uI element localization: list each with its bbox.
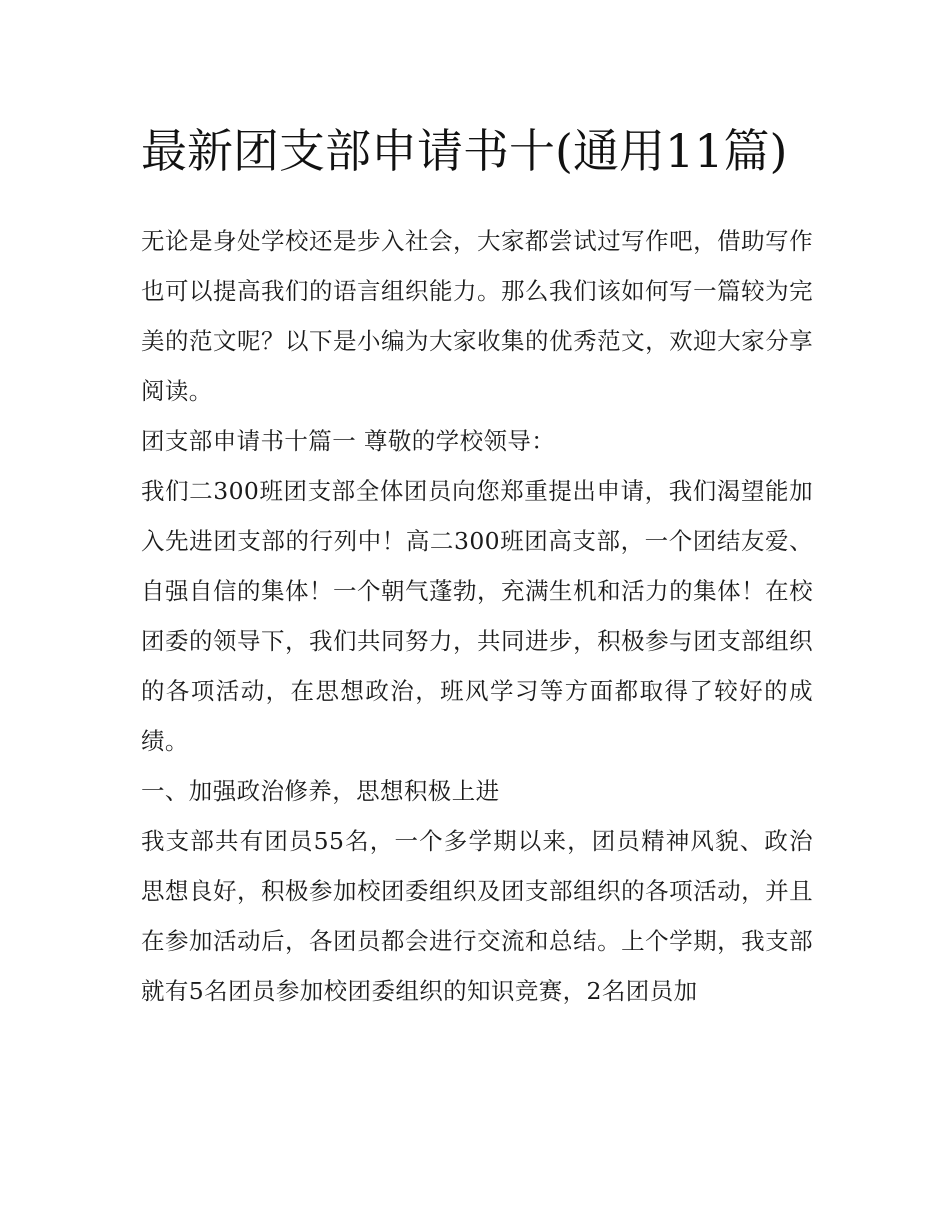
intro-paragraph: 无论是身处学校还是步入社会，大家都尝试过写作吧，借助写作也可以提高我们的语言组织能力。那么我们该如何写一篇较为完美的范文呢？以下是小编为大家收集的优秀范文，欢迎大家分享阅读。: [141, 227, 813, 405]
salutation-line: 团支部申请书十篇一 尊敬的学校领导：: [141, 427, 556, 455]
document-content: [141, 112, 813, 1016]
section-heading: 一、加强政治修养，思想积极上进: [141, 777, 500, 805]
document-body: [141, 216, 813, 1016]
document-title: 最新团支部申请书十(通用11篇): [141, 124, 788, 178]
section-paragraph: 我支部共有团员55名，一个多学期以来，团员精神风貌、政治思想良好，积极参加校团委组织及团支部组织的各项活动，并且在参加活动后，各团员都会进行交流和总结。上个学期，我支部就有5名团员参加校团委组织的知识竞赛，2名团员加: [141, 827, 813, 1005]
application-paragraph: 我们二300班团支部全体团员向您郑重提出申请，我们渴望能加入先进团支部的行列中！高二300班团高支部，一个团结友爱、自强自信的集体！一个朝气蓬勃，充满生机和活力的集体！在校团委的领导下，我们共同努力，共同进步，积极参与团支部组织的各项活动，在思想政治，班风学习等方面都取得了较好的成绩。: [141, 477, 813, 755]
